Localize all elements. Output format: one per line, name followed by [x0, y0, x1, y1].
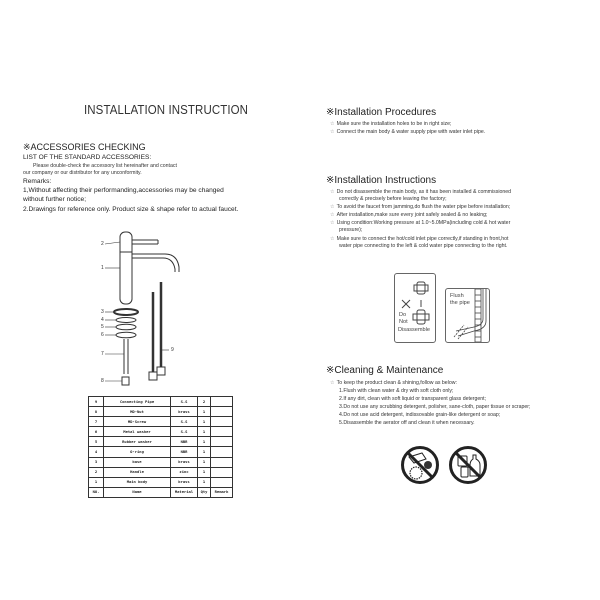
parts-cell-remark — [211, 447, 233, 457]
cleaning-item-1: 1.Flush with clean water & dry with soft cloth only; — [339, 388, 454, 394]
remark-1-line2: without further notice; — [23, 196, 87, 203]
procedure-item-2: ☆ Connect the main body & water supply pipe with water inlet pipe. — [330, 129, 486, 135]
parts-cell-material: brass — [171, 477, 198, 487]
instruction-item-1: ☆ Do not disassemble the main body, as it has been installed & commissioned correctly & precisely before leaving the factory; — [330, 189, 512, 203]
parts-cell-remark — [211, 407, 233, 417]
md-nut-part — [122, 377, 129, 385]
cleaning-item-4: 4.Do not use acid detergent, indissovable grain-like detergent or soap; — [339, 412, 501, 418]
parts-cell-material: brass — [171, 457, 198, 467]
parts-cell-material: S.S — [171, 427, 198, 437]
flush-pipe-pictogram — [445, 288, 490, 343]
parts-table-row — [89, 467, 233, 477]
star-icon: ☆ — [330, 236, 335, 242]
parts-cell-remark — [211, 477, 233, 487]
callout-5: 5 — [101, 324, 104, 330]
callout-6: 6 — [101, 332, 104, 338]
faucet-spout — [132, 254, 179, 272]
parts-cell-name: MD-Screw — [104, 417, 171, 427]
instruction-item-3: ☆ After installation,make sure every joint safely sealed & no leaking; — [330, 212, 488, 218]
o-ring-part — [116, 318, 136, 323]
parts-cell-no: 5 — [89, 437, 104, 447]
star-icon: ☆ — [330, 189, 335, 195]
parts-cell-material: S.S — [171, 397, 198, 407]
rubber-washer-part — [116, 324, 136, 330]
parts-cell-qty: 1 — [198, 427, 211, 437]
faucet-exploded-diagram — [95, 222, 215, 390]
parts-cell-no: 2 — [89, 467, 104, 477]
star-icon: ☆ — [330, 204, 335, 210]
callout-1: 1 — [101, 265, 104, 271]
parts-cell-name: MD-Nut — [104, 407, 171, 417]
parts-table-row — [89, 407, 233, 417]
no-chemical-detergent-icon — [448, 445, 488, 485]
parts-cell-no: 6 — [89, 427, 104, 437]
parts-table-row — [89, 437, 233, 447]
procedures-heading: ※Installation Procedures — [326, 107, 437, 118]
parts-cell-name: O-ring — [104, 447, 171, 457]
header-no: NO. — [89, 487, 104, 497]
cleaning-item-3: 3.Do not use any scrubbing detergent, polisher, sane-cloth, paper tissue or scraper; — [339, 404, 531, 410]
parts-table — [88, 396, 233, 498]
parts-cell-no: 4 — [89, 447, 104, 457]
star-icon: ☆ — [330, 380, 335, 386]
pictogram-disassemble-label: Disassemble — [398, 327, 431, 333]
parts-cell-name: Connecting Pipe — [104, 397, 171, 407]
remarks-label: Remarks: — [23, 178, 52, 185]
parts-table-row — [89, 477, 233, 487]
parts-table-row — [89, 457, 233, 467]
star-icon: ☆ — [330, 220, 335, 226]
parts-cell-no: 8 — [89, 407, 104, 417]
callout-4: 4 — [101, 317, 104, 323]
parts-cell-remark — [211, 417, 233, 427]
callout-7: 7 — [101, 351, 104, 357]
metal-washer-part — [116, 332, 136, 338]
water-stream — [454, 325, 464, 337]
accessories-heading: ※ACCESSORIES CHECKING — [23, 142, 146, 152]
pictogram-flush-label: Flush — [450, 293, 464, 299]
faucet-main-body — [120, 232, 132, 304]
parts-cell-qty: 1 — [198, 417, 211, 427]
parts-cell-qty: 2 — [198, 397, 211, 407]
parts-cell-material: zinc — [171, 467, 198, 477]
pictogram-do-label: Do — [399, 312, 407, 318]
pipe-nut-1 — [149, 372, 157, 380]
parts-table-row — [89, 417, 233, 427]
instruction-item-4: ☆ Using condition:Working pressure at 1.0~5.0MPa(including cold & hot water pressure); — [330, 220, 511, 234]
parts-cell-no: 3 — [89, 457, 104, 467]
star-icon: ☆ — [330, 212, 335, 218]
parts-cell-name: Handle — [104, 467, 171, 477]
parts-cell-material: NBR — [171, 447, 198, 457]
parts-cell-material: NBR — [171, 437, 198, 447]
star-icon: ☆ — [330, 121, 335, 127]
parts-cell-no: 7 — [89, 417, 104, 427]
cleaning-item-5: 5.Disassemble the aerator off and clean it when necessary. — [339, 420, 475, 426]
accessories-note-line2: our company or our distributor for any unconformity. — [23, 170, 142, 176]
callout-9: 9 — [171, 347, 174, 353]
do-not-disassemble-pictogram — [394, 273, 436, 343]
parts-cell-name: Metal washer — [104, 427, 171, 437]
parts-cell-no: 9 — [89, 397, 104, 407]
parts-table-row — [89, 397, 233, 407]
parts-cell-name: Rubber washer — [104, 437, 171, 447]
parts-cell-qty: 1 — [198, 457, 211, 467]
brick-wall — [475, 289, 481, 342]
parts-cell-remark — [211, 437, 233, 447]
parts-cell-name: Main body — [104, 477, 171, 487]
cleaning-heading: ※Cleaning & Maintenance — [326, 365, 444, 376]
accessories-note-line1: Please double-check the accessory list hereinafter and contact — [33, 163, 177, 169]
cleaning-intro: ☆ To keep the product clean & shining,follow as below: — [330, 380, 457, 386]
parts-cell-no: 1 — [89, 477, 104, 487]
instruction-item-5: ☆ Make sure to connect the hot/cold inlet pipe correctly,if standing in front,hot water pipe connecting to the left & cold water pipe connecting to the right. — [330, 236, 509, 250]
instructions-heading: ※Installation Instructions — [326, 175, 437, 186]
cleaning-item-2: 2.If any dirt, clean with soft liquid or transparent glass detergent; — [339, 396, 487, 402]
parts-table-row — [89, 447, 233, 457]
header-name: Name — [104, 487, 171, 497]
parts-cell-qty: 1 — [198, 407, 211, 417]
parts-cell-qty: 1 — [198, 477, 211, 487]
callout-3: 3 — [101, 309, 104, 315]
instruction-item-2: ☆ To avoid the faucet from jamming,do flush the water pipe before installation; — [330, 204, 511, 210]
parts-cell-remark — [211, 467, 233, 477]
accessories-list-title: LIST OF THE STANDARD ACCESSORIES: — [23, 154, 152, 161]
remark-2: 2.Drawings for reference only. Product size & shape refer to actual faucet. — [23, 206, 239, 213]
no-abrasive-tools-icon — [400, 445, 440, 485]
callout-2: 2 — [101, 241, 104, 247]
parts-cell-qty: 1 — [198, 467, 211, 477]
page-title: INSTALLATION INSTRUCTION — [84, 103, 249, 117]
procedure-item-1: ☆ Make sure the installation holes to be in right size; — [330, 121, 452, 127]
callout-8: 8 — [101, 378, 104, 384]
pictogram-the-pipe-label: the pipe — [450, 300, 470, 306]
pipe-nut-2 — [157, 367, 165, 375]
parts-cell-qty: 1 — [198, 447, 211, 457]
parts-cell-remark — [211, 397, 233, 407]
parts-table-header-row — [89, 487, 233, 497]
parts-table-row — [89, 427, 233, 437]
header-material: Material — [171, 487, 198, 497]
pictogram-not-label: Not — [399, 319, 408, 325]
parts-cell-remark — [211, 457, 233, 467]
parts-cell-material: brass — [171, 407, 198, 417]
parts-cell-material: S.S — [171, 417, 198, 427]
base-part — [114, 309, 138, 315]
remark-1-line1: 1,Without affecting their performanding,accessories may be changed — [23, 187, 224, 194]
header-remark: Remark — [211, 487, 233, 497]
parts-cell-qty: 1 — [198, 437, 211, 447]
header-qty: Qty — [198, 487, 211, 497]
star-icon: ☆ — [330, 129, 335, 135]
parts-cell-remark — [211, 427, 233, 437]
parts-cell-name: base — [104, 457, 171, 467]
